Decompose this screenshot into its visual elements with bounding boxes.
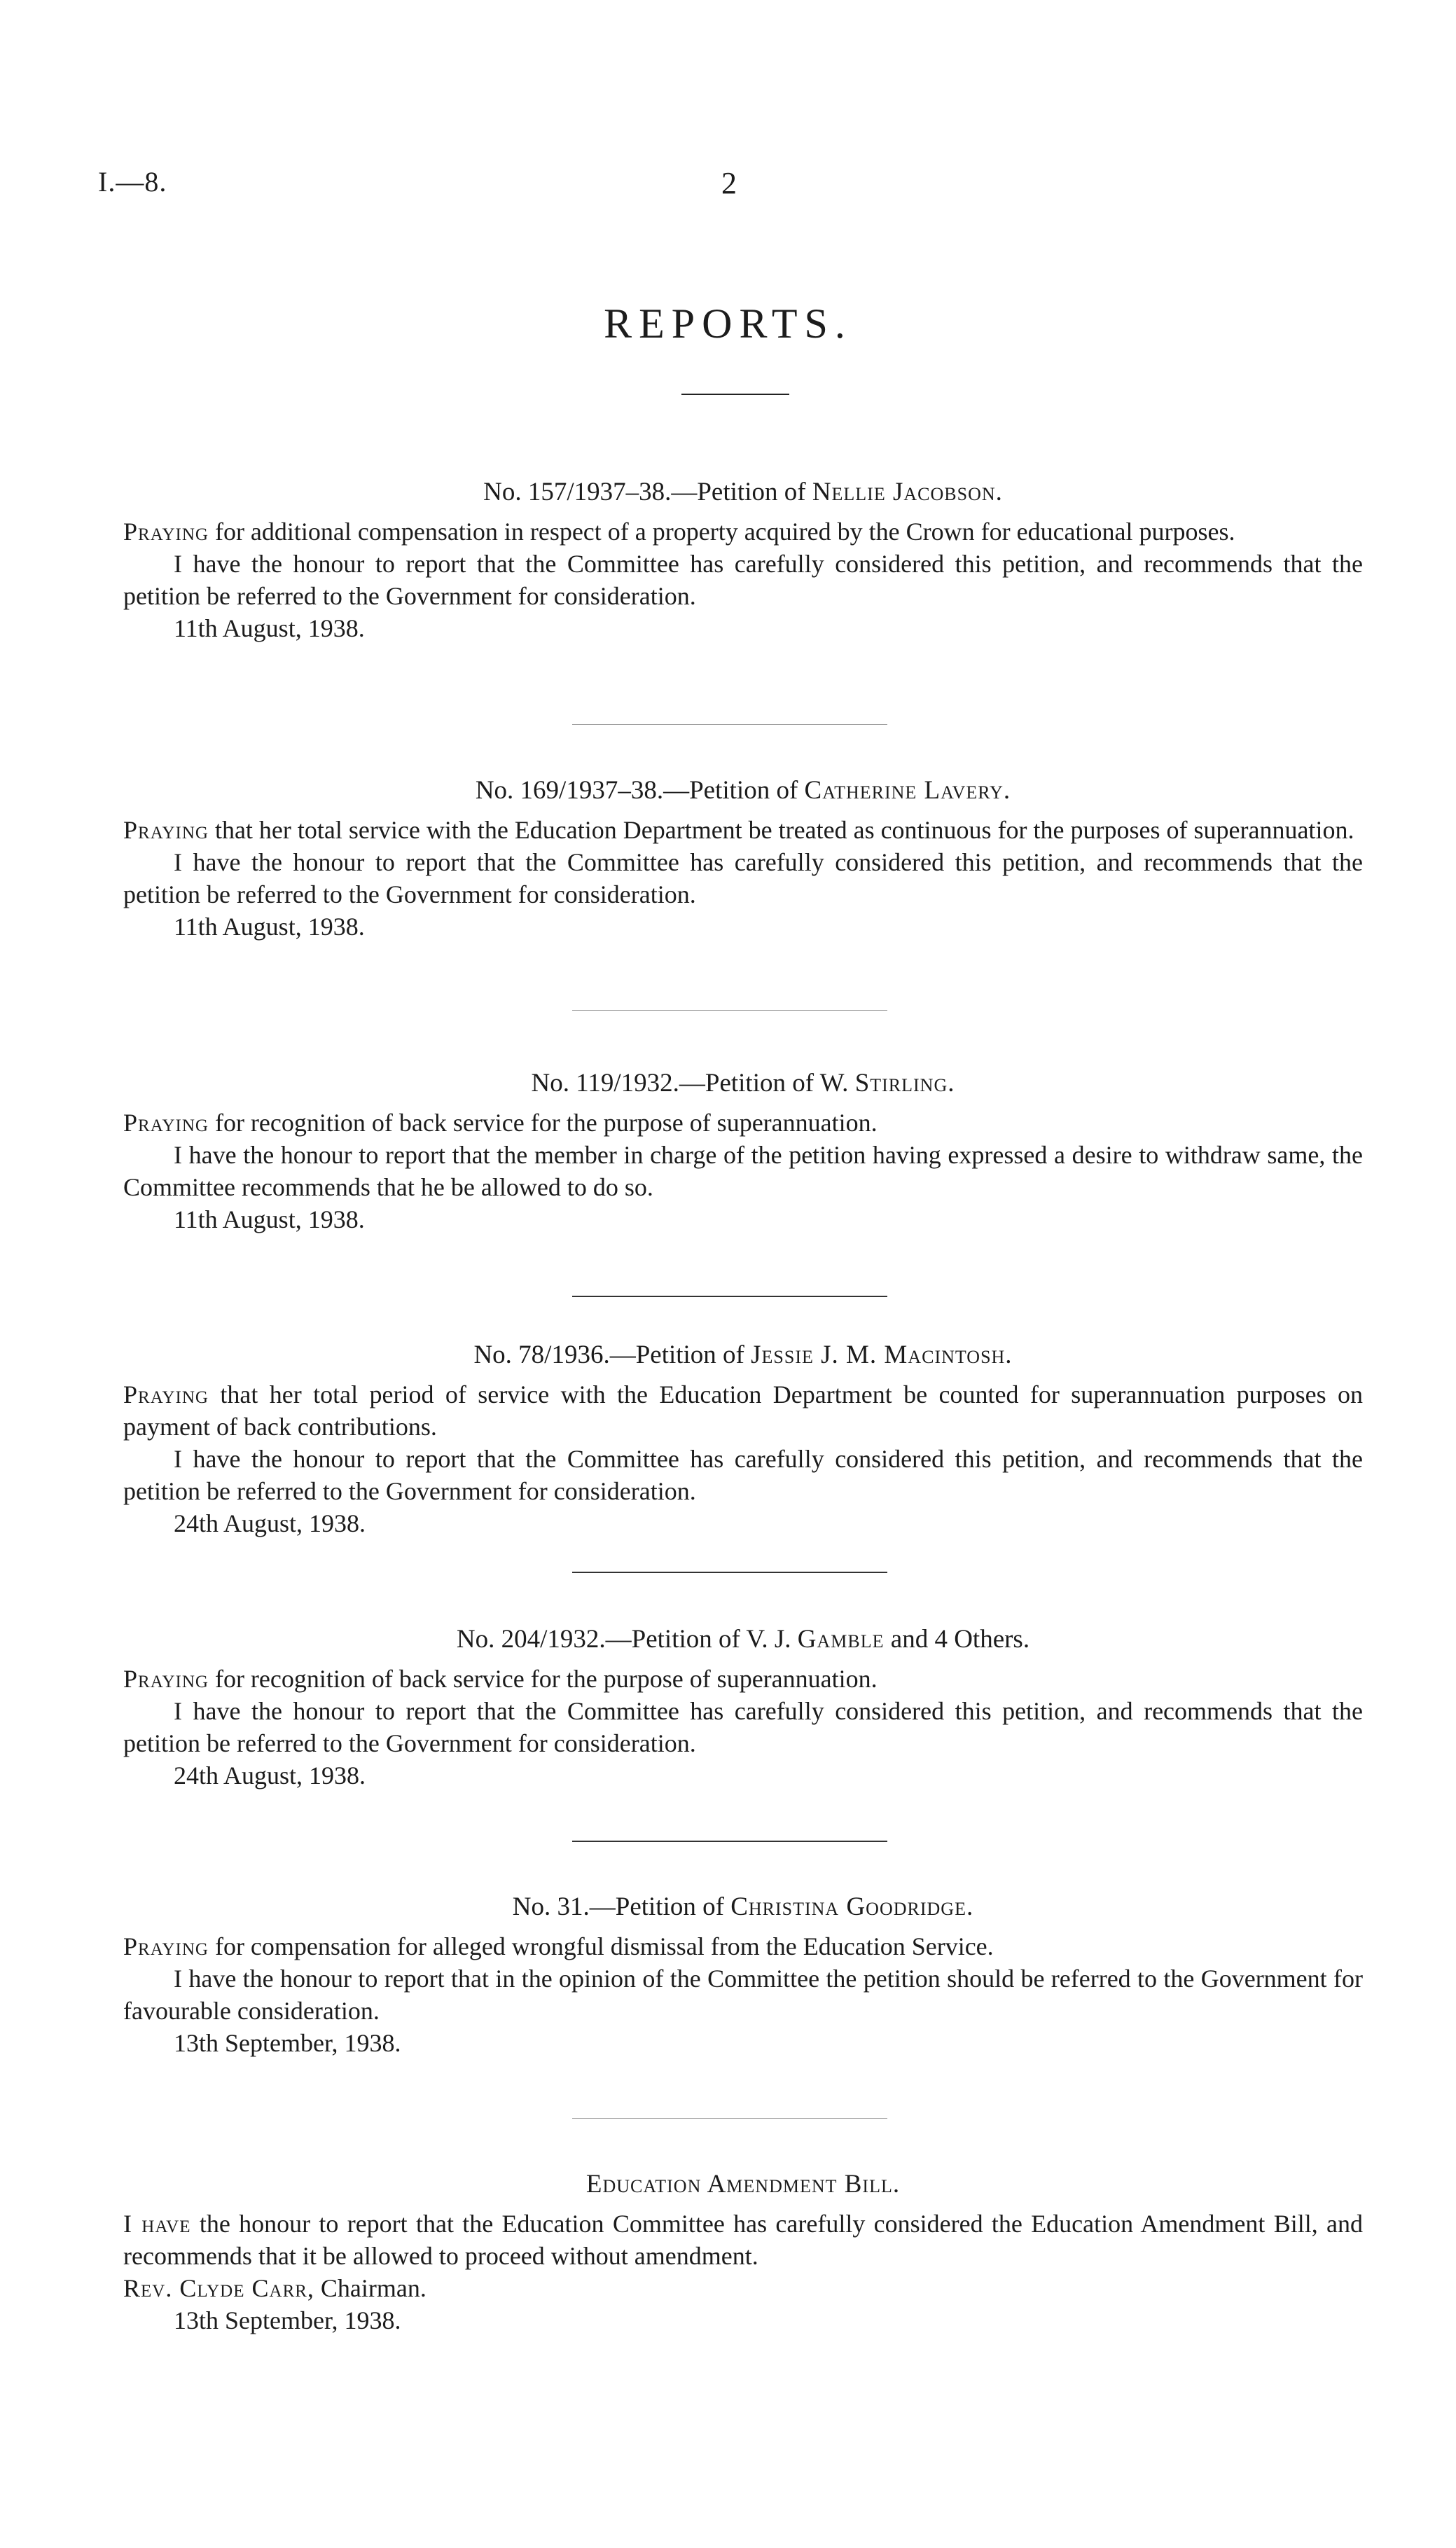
report-prayer: Praying for recognition of back service for the purpose of superannuation.	[123, 1665, 878, 1693]
section-divider	[572, 1841, 887, 1842]
report-prayer: Praying for recognition of back service for the purpose of superannuation.	[123, 1109, 878, 1137]
report-body: I have the honour to report that the member in charge of the petition having expressed a desire to withdraw same, the Committee recommends that he be allowed to do so.	[123, 1141, 1363, 1201]
report-date: 24th August, 1938.	[174, 1761, 366, 1789]
report-body: I have the honour to report that the Committee has carefully considered this petition, and recommends that the petition be referred to the Government for consideration.	[123, 1445, 1363, 1505]
report-heading: No. 78/1936.—Petition of Jessie J. M. Macintosh.	[473, 1341, 1013, 1369]
report-body: I have the honour to report that the Committee has carefully considered this petition, and recommends that the petition be referred to the Government for consideration.	[123, 848, 1363, 908]
report-prayer: Praying for additional compensation in respect of a property acquired by the Crown for educational purposes.	[123, 518, 1235, 546]
report-204	[123, 1623, 1363, 1792]
report-heading: No. 157/1937–38.—Petition of Nellie Jacobson.	[483, 478, 1003, 506]
report-heading: No. 31.—Petition of Christina Goodridge.	[512, 1892, 974, 1921]
report-119	[123, 1067, 1363, 1235]
report-prayer: Praying that her total period of service with the Education Department be counted for superannuation purposes on payment of back contributions.	[123, 1380, 1363, 1441]
report-prayer: Praying that her total service with the Education Department be treated as continuous for the purposes of superannuation.	[123, 816, 1354, 844]
report-date: 13th September, 1938.	[174, 2029, 401, 2057]
report-date: 11th August, 1938.	[174, 913, 365, 941]
report-157	[123, 476, 1363, 644]
section-divider	[572, 2118, 887, 2119]
bill-report: I have the honour to report that the Education Committee has carefully considered the Education Amendment Bill, and recommends that it be allowed to proceed without amendment.	[123, 2210, 1364, 2270]
report-body: I have the honour to report that in the opinion of the Committee the petition should be referred to the Government for favourable consideration.	[123, 1965, 1363, 2025]
report-date: 11th August, 1938.	[174, 1205, 365, 1233]
page-number: 2	[721, 166, 737, 200]
section-divider	[572, 1010, 887, 1011]
education-amendment-bill	[123, 2168, 1363, 2336]
section-divider	[572, 1296, 887, 1297]
section-divider	[572, 724, 887, 725]
paper-reference: I.—8.	[98, 166, 167, 198]
report-78	[123, 1339, 1363, 1539]
report-date: 11th August, 1938.	[174, 614, 365, 642]
signature: Rev. Clyde Carr, Chairman.	[123, 2274, 427, 2302]
bill-date: 13th September, 1938.	[174, 2306, 401, 2334]
report-body: I have the honour to report that the Committee has carefully considered this petition, and recommends that the petition be referred to the Government for consideration.	[123, 1697, 1363, 1757]
report-31	[123, 1891, 1363, 2059]
report-prayer: Praying for compensation for alleged wrongful dismissal from the Education Service.	[123, 1932, 994, 1960]
report-heading: No. 204/1932.—Petition of V. J. Gamble and 4 Others.	[456, 1625, 1030, 1654]
report-body: I have the honour to report that the Committee has carefully considered this petition, and recommends that the petition be referred to the Government for consideration.	[123, 550, 1363, 610]
report-heading: No. 169/1937–38.—Petition of Catherine Lavery.	[475, 776, 1011, 805]
bill-heading: Education Amendment Bill.	[585, 2170, 901, 2199]
report-date: 24th August, 1938.	[174, 1509, 366, 1537]
page-title: REPORTS.	[604, 300, 852, 347]
title-rule	[681, 394, 789, 395]
report-heading: No. 119/1932.—Petition of W. Stirling.	[531, 1069, 955, 1098]
section-divider	[572, 1572, 887, 1573]
report-169	[123, 775, 1363, 943]
